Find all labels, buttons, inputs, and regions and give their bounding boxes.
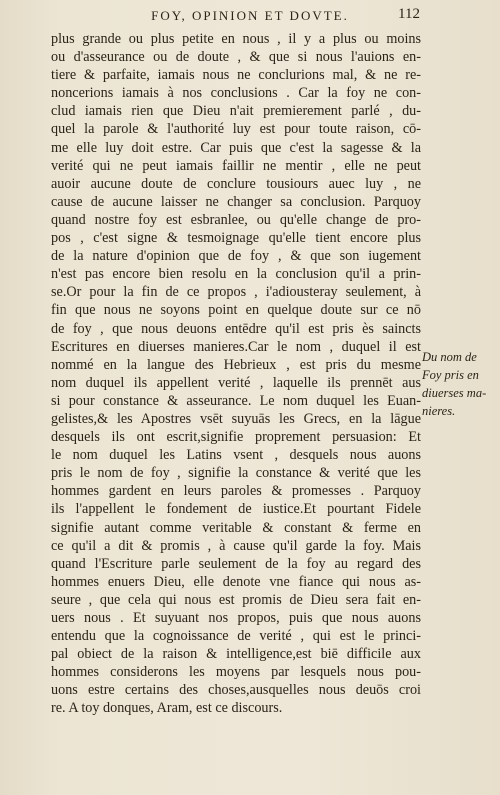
text-line: nom duquel ils appellent verité , laquelle ils prennēt aus: [51, 374, 421, 391]
text-line: de la nature d'opinion que de foy , & que son iugement: [51, 248, 421, 265]
text-line: clud iamais rien que Dieu n'ait premierement parlé , du-: [51, 103, 421, 120]
text-line: desquels ils ont escrit,signifie proprement persuasion: Et: [51, 429, 421, 446]
text-line: uers nous . Et suyuant nos propos, puis que nous auons: [51, 610, 421, 626]
text-line: pris le nom de foy , signifie la constance & verité que les: [51, 465, 421, 482]
running-title: FOY, OPINION ET DOVTE.: [151, 8, 349, 23]
text-line: si pour constance & asseurance. Le nom duquel les Euan-: [51, 392, 421, 409]
text-line: le nom duquel les Latins vsent , desquels nous auons: [51, 447, 421, 464]
text-line: noncerions iamais à nos conclusions . Car la foy ne con-: [51, 85, 421, 102]
text-line: Escritures en diuerses manieres.Car le nom , duquel il est: [51, 338, 421, 355]
text-line: signifie autant comme veritable & constant & ferme en: [51, 519, 421, 536]
marginal-note-line: Du nom de: [422, 350, 477, 364]
text-line: ce qu'il a dit & promis , à cause qu'il garde la foy. Mais: [51, 537, 421, 554]
text-line: hommes gardent en leurs paroles & promesses . Parquoy: [51, 483, 421, 500]
text-line: pos , c'est signe & tesmoignage qu'elle tient encore plus: [51, 230, 421, 247]
text-line: gelistes,& les Apostres vsēt suyuās les Grecs, en la lāgue: [51, 410, 421, 427]
marginal-note: [422, 348, 498, 420]
text-line: hommes enuers Dieu, elle denote vne fiance qui nous as-: [51, 573, 421, 590]
text-line: fin que nous ne soyons point en quelque doute sur ce nō: [51, 302, 421, 319]
marginal-note-line: diuerses ma-: [422, 386, 487, 400]
text-line: nommé en la langue des Hebrieux , est pris du mesme: [51, 356, 421, 373]
marginal-note-line: nieres.: [422, 404, 456, 418]
text-line: verité qui ne peut iamais faillir ne mentir , elle ne peut: [51, 157, 421, 174]
text-line: seure , que cela qui nous est promis de Dieu sera fait en-: [51, 591, 421, 608]
text-line: auoir aucune doute de conclure tousiours auec luy , ne: [51, 175, 421, 192]
text-line: quand nostre foy est esbranlee, ou qu'elle change de pro-: [51, 211, 421, 228]
page-number: 112: [398, 6, 420, 22]
text-line: entendu que la cognoissance de verité , qui est le princi-: [51, 628, 421, 645]
text-line: uons estre certains des choses,ausquelles nous deuōs croi: [51, 682, 421, 699]
text-line: tiere & parfaite, iamais nous ne conclurions mal, & ne re-: [51, 67, 421, 84]
text-line: quel la parole & l'authorité luy est pour toute raison, cō-: [51, 121, 421, 138]
text-line: hommes considerons les moyens par lesquels nous pou-: [51, 664, 421, 681]
text-line: re. A toy donques, Aram, est ce discours.: [51, 700, 283, 717]
body-text: [51, 30, 421, 718]
text-line: ils l'appellent le fondement de iustice.Et pourtant Fidele: [51, 501, 421, 518]
text-line: de foy , que nous deuons entēdre qu'il est pris ès saincts: [51, 320, 421, 337]
text-line: plus grande ou plus petite en nous , il y a plus ou moins: [51, 31, 421, 47]
text-line: me elle luy doit estre. Car puis que c'est la sagesse & la: [51, 139, 421, 156]
text-line: ou d'asseurance ou de doute , & que si nous l'auions en-: [51, 49, 421, 66]
text-line: n'est pas encore bien resolu en la conclusion qu'il a prin-: [51, 266, 421, 283]
text-line: quand l'Escriture parle seulement de la foy au regard des: [51, 555, 421, 572]
text-line: pal obiect de la raison & intelligence,est biē difficile aux: [51, 646, 421, 663]
text-line: cause de aucune laisser ne changer sa conclusion. Parquoy: [51, 193, 421, 210]
marginal-note-line: Foy pris en: [422, 368, 479, 382]
text-line: se.Or pour la fin de ce propos , i'adiousteray seulement, à: [51, 284, 421, 301]
